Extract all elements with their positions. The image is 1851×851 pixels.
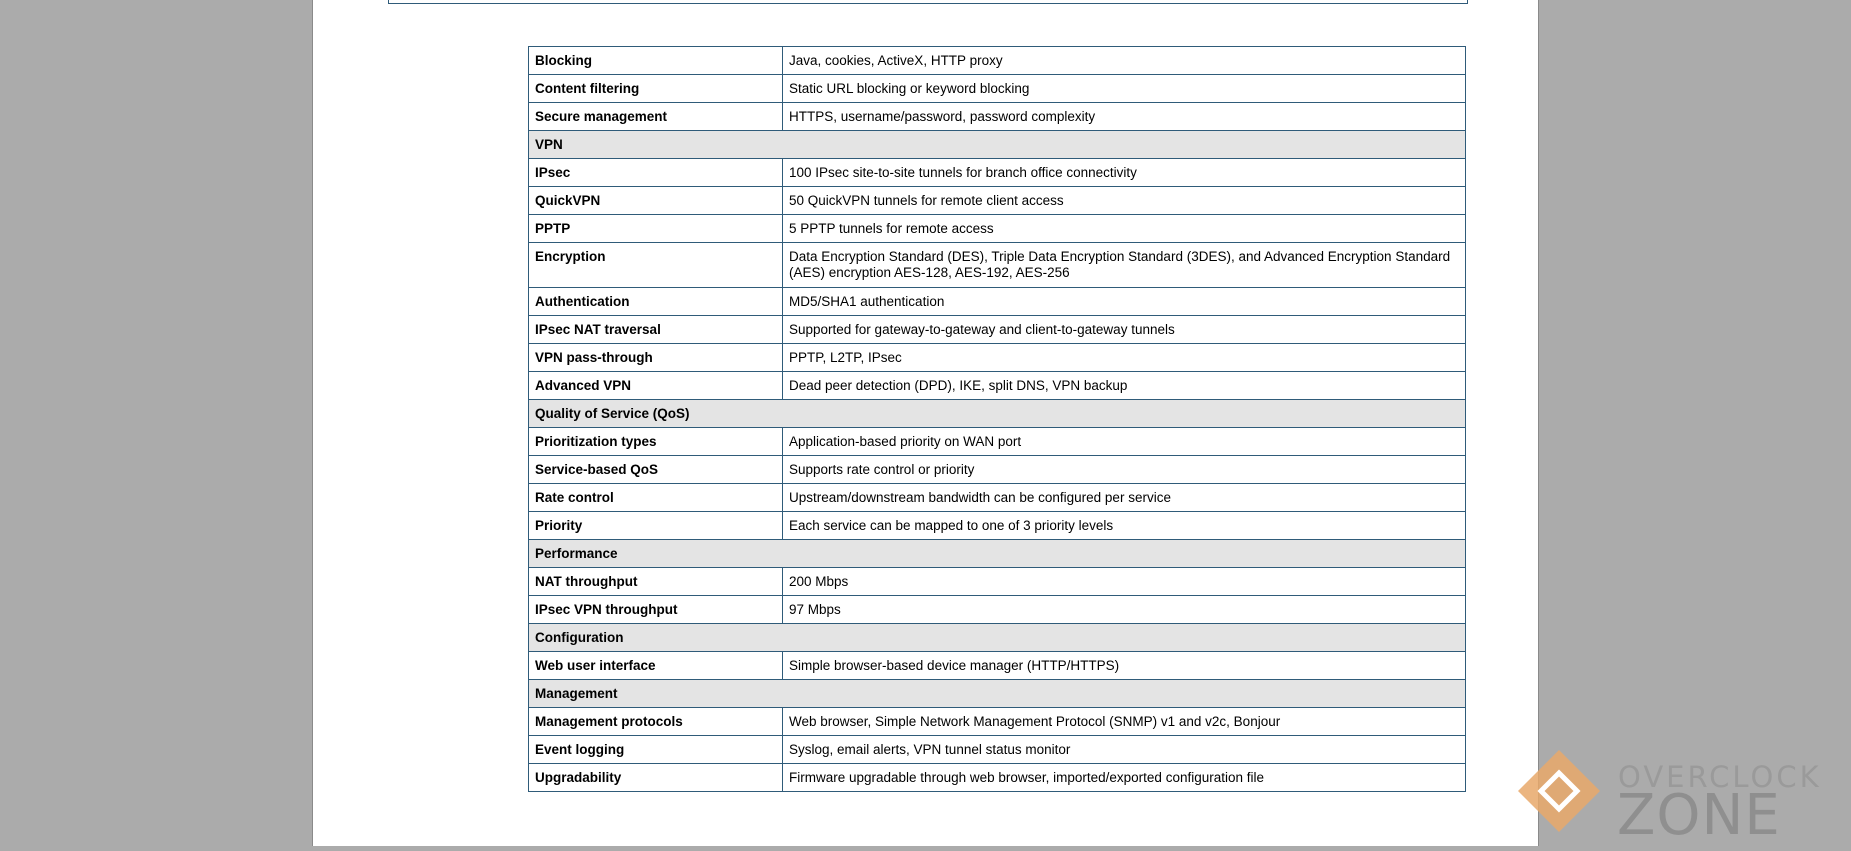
feature-value: Supported for gateway-to-gateway and client-to-gateway tunnels [783, 316, 1466, 344]
table-row [529, 456, 1466, 484]
feature-value: PPTP, L2TP, IPsec [783, 344, 1466, 372]
section-header: Quality of Service (QoS) [529, 400, 1466, 428]
feature-value: Application-based priority on WAN port [783, 428, 1466, 456]
table-row [529, 764, 1466, 792]
feature-value: 5 PPTP tunnels for remote access [783, 215, 1466, 243]
feature-label: Encryption [529, 243, 783, 288]
feature-value: HTTPS, username/password, password complexity [783, 103, 1466, 131]
table-row [529, 344, 1466, 372]
table-row [529, 215, 1466, 243]
watermark-line-2: ZONE [1617, 783, 1781, 848]
feature-label: Upgradability [529, 764, 783, 792]
table-row [529, 47, 1466, 75]
feature-label: Advanced VPN [529, 372, 783, 400]
table-row [529, 736, 1466, 764]
feature-label: Management protocols [529, 708, 783, 736]
feature-label: Secure management [529, 103, 783, 131]
table-row [529, 316, 1466, 344]
table-row [529, 568, 1466, 596]
section-header-row [529, 624, 1466, 652]
feature-value: 200 Mbps [783, 568, 1466, 596]
feature-value: MD5/SHA1 authentication [783, 288, 1466, 316]
table-row [529, 596, 1466, 624]
table-row [529, 288, 1466, 316]
feature-value: 100 IPsec site-to-site tunnels for branch office connectivity [783, 159, 1466, 187]
watermark-line-1: OVERCLOCK [1618, 760, 1822, 794]
section-header-row [529, 131, 1466, 159]
feature-label: Prioritization types [529, 428, 783, 456]
feature-label: Event logging [529, 736, 783, 764]
spec-table-body [529, 47, 1466, 792]
feature-label: IPsec VPN throughput [529, 596, 783, 624]
feature-label: Authentication [529, 288, 783, 316]
feature-value: 50 QuickVPN tunnels for remote client access [783, 187, 1466, 215]
feature-value: Upstream/downstream bandwidth can be configured per service [783, 484, 1466, 512]
section-header-row [529, 540, 1466, 568]
document-page [312, 0, 1539, 846]
section-header-row [529, 680, 1466, 708]
overclock-zone-watermark [1517, 745, 1851, 846]
feature-label: Web user interface [529, 652, 783, 680]
feature-value: Supports rate control or priority [783, 456, 1466, 484]
diamond-logo-icon [1517, 745, 1627, 846]
feature-value: Dead peer detection (DPD), IKE, split DNS, VPN backup [783, 372, 1466, 400]
section-header: Configuration [529, 624, 1466, 652]
feature-value: Each service can be mapped to one of 3 priority levels [783, 512, 1466, 540]
feature-value: Java, cookies, ActiveX, HTTP proxy [783, 47, 1466, 75]
section-header: Performance [529, 540, 1466, 568]
feature-value: Firmware upgradable through web browser, imported/exported configuration file [783, 764, 1466, 792]
table-row [529, 372, 1466, 400]
table-row [529, 484, 1466, 512]
feature-label: Service-based QoS [529, 456, 783, 484]
feature-value: Simple browser-based device manager (HTTP/HTTPS) [783, 652, 1466, 680]
table-row [529, 75, 1466, 103]
table-row [529, 243, 1466, 288]
table-row [529, 159, 1466, 187]
table-row [529, 103, 1466, 131]
feature-value: Syslog, email alerts, VPN tunnel status monitor [783, 736, 1466, 764]
feature-label: VPN pass-through [529, 344, 783, 372]
section-header: Management [529, 680, 1466, 708]
feature-value: Static URL blocking or keyword blocking [783, 75, 1466, 103]
table-row [529, 708, 1466, 736]
previous-table-bottom-border [388, 0, 1468, 4]
spec-table [528, 46, 1466, 792]
feature-label: IPsec NAT traversal [529, 316, 783, 344]
table-row [529, 187, 1466, 215]
feature-label: Content filtering [529, 75, 783, 103]
feature-label: QuickVPN [529, 187, 783, 215]
section-header: VPN [529, 131, 1466, 159]
feature-value: Data Encryption Standard (DES), Triple Data Encryption Standard (3DES), and Advanced Encryption Standard (AES) encryption AES-128, AES-192, AES-256 [783, 243, 1466, 288]
feature-label: PPTP [529, 215, 783, 243]
feature-label: Priority [529, 512, 783, 540]
section-header-row [529, 400, 1466, 428]
feature-label: Blocking [529, 47, 783, 75]
feature-value: Web browser, Simple Network Management Protocol (SNMP) v1 and v2c, Bonjour [783, 708, 1466, 736]
feature-value: 97 Mbps [783, 596, 1466, 624]
feature-label: Rate control [529, 484, 783, 512]
table-row [529, 652, 1466, 680]
feature-label: NAT throughput [529, 568, 783, 596]
table-row [529, 428, 1466, 456]
feature-label: IPsec [529, 159, 783, 187]
table-row [529, 512, 1466, 540]
